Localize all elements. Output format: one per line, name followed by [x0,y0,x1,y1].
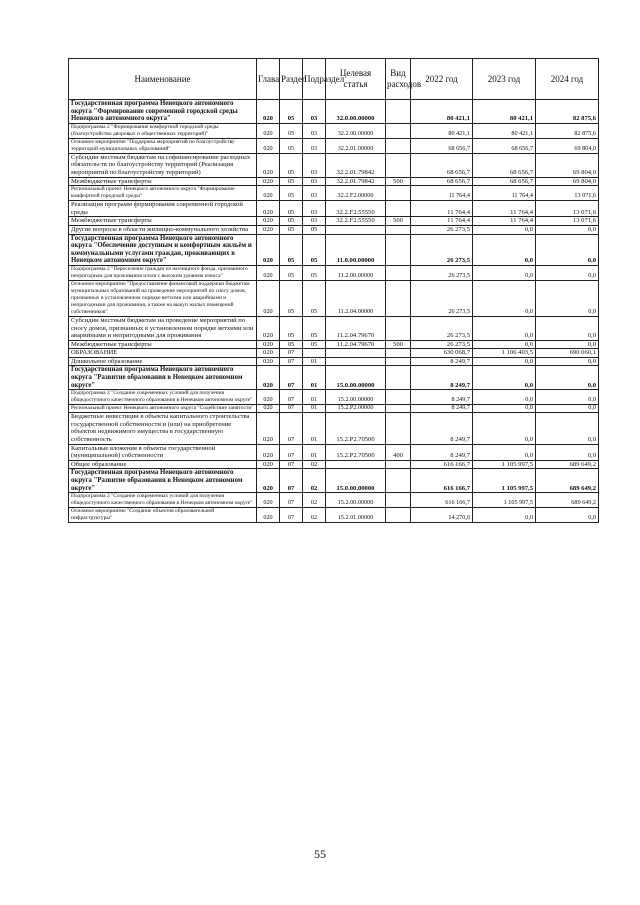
row-value-2022: 616 166,7 [411,460,473,469]
table-row [69,413,599,444]
budget-table-sheet [68,58,598,523]
row-kind [386,138,411,153]
row-value-2022: 26 273,5 [411,340,473,349]
row-target: 15.2.P2.70500 [326,444,386,460]
row-subsection: 03 [303,153,326,177]
row-chapter: 020 [257,508,280,523]
row-value-2023: 68 656,7 [473,177,536,186]
table-row [69,280,599,316]
row-value-2024: 0,0 [536,390,599,405]
table-row [69,366,599,390]
row-value-2022: 26 273,5 [411,316,473,340]
header-2024: 2024 год [536,59,599,100]
row-value-2023: 80 421,1 [473,100,536,124]
table-row [69,265,599,280]
header-2022: 2022 год [411,59,473,100]
row-name: Государственная программа Ненецкого автономного округа "Развитие образования в Ненецком автономном округе" [69,469,257,493]
row-subsection: 01 [303,444,326,460]
row-value-2023: 0,0 [473,225,536,234]
row-value-2024: 13 071,6 [536,217,599,226]
row-value-2024: 0,0 [536,357,599,366]
row-target: 32.2.00.00000 [326,123,386,138]
table-header-row [69,59,599,100]
table-row [69,349,599,358]
table-row [69,225,599,234]
header-section: Раздел [280,59,303,100]
row-name: Дошкольное образование [69,357,257,366]
row-chapter: 020 [257,234,280,265]
header-chapter: Глава [257,59,280,100]
row-section: 07 [280,460,303,469]
row-subsection: 03 [303,186,326,201]
row-target: 15.2.P2.70500 [326,413,386,444]
table-row [69,177,599,186]
row-kind [386,469,411,493]
table-row [69,460,599,469]
row-value-2022: 8 249,7 [411,444,473,460]
row-chapter: 020 [257,201,280,217]
row-subsection: 02 [303,460,326,469]
row-target: 15.2.01.00000 [326,508,386,523]
row-value-2023: 0,0 [473,444,536,460]
row-value-2023: 11 764,4 [473,201,536,217]
table-row [69,186,599,201]
header-name: Наименование [69,59,257,100]
row-subsection: 02 [303,493,326,508]
row-value-2024: 689 649,2 [536,469,599,493]
row-subsection: 05 [303,316,326,340]
row-value-2023: 0,0 [473,234,536,265]
row-subsection: 03 [303,177,326,186]
row-chapter: 020 [257,469,280,493]
row-value-2024: 82 875,6 [536,100,599,124]
table-row [69,217,599,226]
row-kind [386,265,411,280]
row-value-2024: 689 649,2 [536,460,599,469]
row-value-2023: 0,0 [473,508,536,523]
row-target: 15.0.00.00000 [326,469,386,493]
row-chapter: 020 [257,217,280,226]
header-subsection: Подраздел [303,59,326,100]
table-row [69,444,599,460]
row-section: 07 [280,493,303,508]
row-subsection: 05 [303,265,326,280]
row-name: Реализация программ формирования современной городской среды [69,201,257,217]
row-name: Государственная программа Ненецкого автономного округа "Обеспечение доступным и комфортным жильём и коммунальными услугами граждан, проживающих в Ненецком автономном округе" [69,234,257,265]
row-target: 32.0.00.00000 [326,100,386,124]
row-name: Общее образование [69,460,257,469]
row-chapter: 020 [257,349,280,358]
row-subsection: 05 [303,234,326,265]
row-kind [386,493,411,508]
row-name: ОБРАЗОВАНИЕ [69,349,257,358]
row-name: Межбюджетные трансферты [69,217,257,226]
row-section: 05 [280,316,303,340]
row-chapter: 020 [257,316,280,340]
row-value-2023: 0,0 [473,390,536,405]
row-value-2024: 0,0 [536,444,599,460]
row-value-2023: 0,0 [473,357,536,366]
row-chapter: 020 [257,390,280,405]
row-name: Субсидии местным бюджетам на проведение мероприятий по сносу домов, признанных в установленном порядке ветхими или аварийными и непригодными для проживания [69,316,257,340]
row-section: 05 [280,225,303,234]
row-value-2022: 616 166,7 [411,493,473,508]
row-section: 05 [280,123,303,138]
row-kind [386,100,411,124]
row-subsection: 03 [303,123,326,138]
row-value-2022: 68 656,7 [411,138,473,153]
row-chapter: 020 [257,153,280,177]
row-value-2022: 26 273,5 [411,225,473,234]
row-subsection: 01 [303,366,326,390]
row-value-2022: 11 764,4 [411,186,473,201]
table-row [69,508,599,523]
row-kind [386,123,411,138]
row-target: 11.2.04.79670 [326,316,386,340]
row-section: 05 [280,138,303,153]
row-kind [386,390,411,405]
row-value-2024: 0,0 [536,340,599,349]
row-value-2024: 689 649,2 [536,493,599,508]
row-subsection: 02 [303,508,326,523]
row-subsection: 01 [303,357,326,366]
table-row [69,316,599,340]
row-target: 15.2.00.00000 [326,493,386,508]
header-2023: 2023 год [473,59,536,100]
table-row [69,234,599,265]
row-value-2022: 616 166,7 [411,469,473,493]
row-kind [386,201,411,217]
row-value-2023: 0,0 [473,340,536,349]
row-kind: 400 [386,444,411,460]
row-subsection: 03 [303,201,326,217]
table-row [69,201,599,217]
row-chapter: 020 [257,444,280,460]
row-subsection: 03 [303,217,326,226]
row-value-2024: 69 804,0 [536,177,599,186]
row-name: Бюджетные инвестиции в объекты капитального строительства государственной собственности и (или) на приобретение объектов недвижимого имущества в государственную собственность [69,413,257,444]
row-value-2022: 8 249,7 [411,413,473,444]
row-value-2023: 1 105 997,5 [473,460,536,469]
row-section: 07 [280,366,303,390]
row-chapter: 020 [257,357,280,366]
row-name: Основное мероприятие "Предоставление финансовой поддержки бюджетам муниципальных образований на проведение мероприятий по сносу домов, признанных в установленном порядке ветхими или аварийными и непригодными для проживания, а также на выкуп жилых помещений собственников" [69,280,257,316]
row-name: Межбюджетные трансферты [69,340,257,349]
row-value-2024: 0,0 [536,413,599,444]
row-kind [386,413,411,444]
row-target [326,460,386,469]
row-value-2024: 69 804,0 [536,138,599,153]
row-value-2024: 0,0 [536,280,599,316]
row-value-2022: 68 656,7 [411,177,473,186]
page-number: 55 [314,847,326,861]
row-chapter: 020 [257,493,280,508]
row-section: 05 [280,265,303,280]
row-kind: 500 [386,340,411,349]
row-target [326,349,386,358]
row-kind [386,316,411,340]
row-target: 11.2.04.00000 [326,280,386,316]
row-chapter: 020 [257,138,280,153]
row-value-2023: 1 105 997,5 [473,493,536,508]
row-section: 05 [280,201,303,217]
row-section: 05 [280,153,303,177]
row-section: 05 [280,186,303,201]
row-name: Подпрограмма 2 "Переселение граждан из жилищного фонда, признанного непригодным для проживания и/или с высоким уровнем износа" [69,265,257,280]
row-chapter: 020 [257,366,280,390]
row-value-2022: 26 273,5 [411,234,473,265]
row-chapter: 020 [257,413,280,444]
row-value-2024: 69 804,0 [536,153,599,177]
row-value-2024: 0,0 [536,508,599,523]
row-subsection [303,349,326,358]
row-name: Капитальные вложения в объекты государственной (муниципальной) собственности [69,444,257,460]
row-value-2023: 0,0 [473,366,536,390]
row-section: 07 [280,349,303,358]
row-name: Подпрограмма 2 "Создание современных условий для получения общедоступного качественного образования в Ненецком автономном округе" [69,390,257,405]
row-target: 11.2.04.79670 [326,340,386,349]
row-target [326,357,386,366]
row-value-2022: 14 270,0 [411,508,473,523]
row-section: 05 [280,217,303,226]
row-kind [386,508,411,523]
row-subsection: 01 [303,405,326,413]
row-subsection: 03 [303,138,326,153]
budget-table [68,58,599,523]
row-name: Субсидии местным бюджетам на софинансирование расходных обязательств по благоустройству территорий (Реализация мероприятий по благоустройству территорий) [69,153,257,177]
row-value-2023: 68 656,7 [473,138,536,153]
row-target: 11.0.00.00000 [326,234,386,265]
row-value-2023: 0,0 [473,265,536,280]
row-name: Подпрограмма 2 "Формирование комфортной городской среды (благоустройство дворовых и общественных территорий)" [69,123,257,138]
table-row [69,123,599,138]
row-chapter: 020 [257,186,280,201]
row-chapter: 020 [257,340,280,349]
header-target: Целевая статья [326,59,386,100]
table-row [69,405,599,413]
table-row [69,100,599,124]
row-value-2024: 0,0 [536,265,599,280]
row-name: Межбюджетные трансферты [69,177,257,186]
row-kind [386,234,411,265]
row-value-2022: 80 421,1 [411,123,473,138]
row-kind [386,349,411,358]
row-value-2024: 0,0 [536,225,599,234]
row-section: 05 [280,280,303,316]
row-chapter: 020 [257,265,280,280]
row-value-2022: 8 249,7 [411,357,473,366]
row-section: 07 [280,469,303,493]
row-section: 07 [280,444,303,460]
row-name: Другие вопросы в области жилищно-коммунального хозяйства [69,225,257,234]
row-kind [386,366,411,390]
row-name: Региональный проект Ненецкого автономного округа "Содействие занятости" [69,405,257,413]
row-value-2024: 0,0 [536,234,599,265]
row-name: Основное мероприятие "Создание объектов образовательной инфраструктуры" [69,508,257,523]
row-kind [386,186,411,201]
row-value-2024: 0,0 [536,405,599,413]
row-name: Подпрограмма 2 "Создание современных условий для получения общедоступного качественного образования в Ненецком автономном округе" [69,493,257,508]
row-section: 05 [280,177,303,186]
row-target: 15.0.00.00000 [326,366,386,390]
table-row [69,469,599,493]
row-value-2023: 80 421,1 [473,123,536,138]
row-kind: 500 [386,217,411,226]
row-chapter: 020 [257,100,280,124]
row-chapter: 020 [257,177,280,186]
row-value-2024: 13 071,6 [536,186,599,201]
row-value-2023: 0,0 [473,405,536,413]
row-kind [386,280,411,316]
row-chapter: 020 [257,405,280,413]
row-subsection: 01 [303,390,326,405]
row-name: Государственная программа Ненецкого автономного округа "Формирование современной городской среды Ненецкого автономного округа" [69,100,257,124]
row-value-2022: 8 249,7 [411,405,473,413]
row-value-2023: 0,0 [473,413,536,444]
row-name: Региональный проект Ненецкого автономного округа "Формирование комфортной городской среды" [69,186,257,201]
row-target: 32.2.01.00000 [326,138,386,153]
row-value-2023: 1 105 997,5 [473,469,536,493]
row-value-2024: 0,0 [536,366,599,390]
row-value-2022: 8 249,7 [411,366,473,390]
row-section: 07 [280,508,303,523]
row-section: 05 [280,340,303,349]
row-target: 32.2.F2.55550 [326,201,386,217]
row-target: 32.2.F2.00000 [326,186,386,201]
row-chapter: 020 [257,123,280,138]
row-subsection: 05 [303,280,326,316]
row-section: 07 [280,357,303,366]
row-value-2024: 0,0 [536,316,599,340]
row-value-2022: 630 068,7 [411,349,473,358]
row-section: 07 [280,390,303,405]
row-subsection: 03 [303,100,326,124]
row-chapter: 020 [257,460,280,469]
row-kind [386,357,411,366]
row-value-2023: 11 764,4 [473,217,536,226]
row-name: Основное мероприятие "Поддержка мероприятий по благоустройству территорий муниципальных образований" [69,138,257,153]
row-value-2024: 690 060,1 [536,349,599,358]
row-target: 15.2.00.00000 [326,390,386,405]
row-value-2023: 1 106 403,5 [473,349,536,358]
row-target: 15.2.P2.00000 [326,405,386,413]
row-target: 11.2.00.00000 [326,265,386,280]
table-row [69,390,599,405]
row-subsection: 05 [303,225,326,234]
row-value-2024: 82 875,6 [536,123,599,138]
row-value-2022: 26 273,5 [411,280,473,316]
row-section: 07 [280,413,303,444]
table-row [69,340,599,349]
row-kind [386,460,411,469]
table-row [69,357,599,366]
row-subsection: 05 [303,340,326,349]
row-name: Государственная программа Ненецкого автономного округа "Развитие образования в Ненецком автономном округе" [69,366,257,390]
table-row [69,493,599,508]
row-subsection: 02 [303,469,326,493]
row-target: 32.2.F2.55550 [326,217,386,226]
row-value-2024: 13 071,6 [536,201,599,217]
row-section: 05 [280,234,303,265]
row-value-2022: 80 421,1 [411,100,473,124]
table-row [69,153,599,177]
row-kind [386,153,411,177]
row-target: 32.2.01.79842 [326,153,386,177]
row-value-2022: 68 656,7 [411,153,473,177]
table-row [69,138,599,153]
row-value-2023: 68 656,7 [473,153,536,177]
row-kind [386,225,411,234]
row-value-2022: 26 273,5 [411,265,473,280]
row-kind [386,405,411,413]
row-subsection: 01 [303,413,326,444]
row-target [326,225,386,234]
row-chapter: 020 [257,280,280,316]
row-value-2023: 11 764,4 [473,186,536,201]
row-value-2022: 11 764,4 [411,201,473,217]
header-kind: Вид расходов [386,59,411,100]
row-value-2022: 8 249,7 [411,390,473,405]
row-section: 07 [280,405,303,413]
row-kind: 500 [386,177,411,186]
row-section: 05 [280,100,303,124]
row-value-2023: 0,0 [473,280,536,316]
row-target: 32.2.01.79842 [326,177,386,186]
row-value-2023: 0,0 [473,316,536,340]
row-value-2022: 11 764,4 [411,217,473,226]
row-chapter: 020 [257,225,280,234]
